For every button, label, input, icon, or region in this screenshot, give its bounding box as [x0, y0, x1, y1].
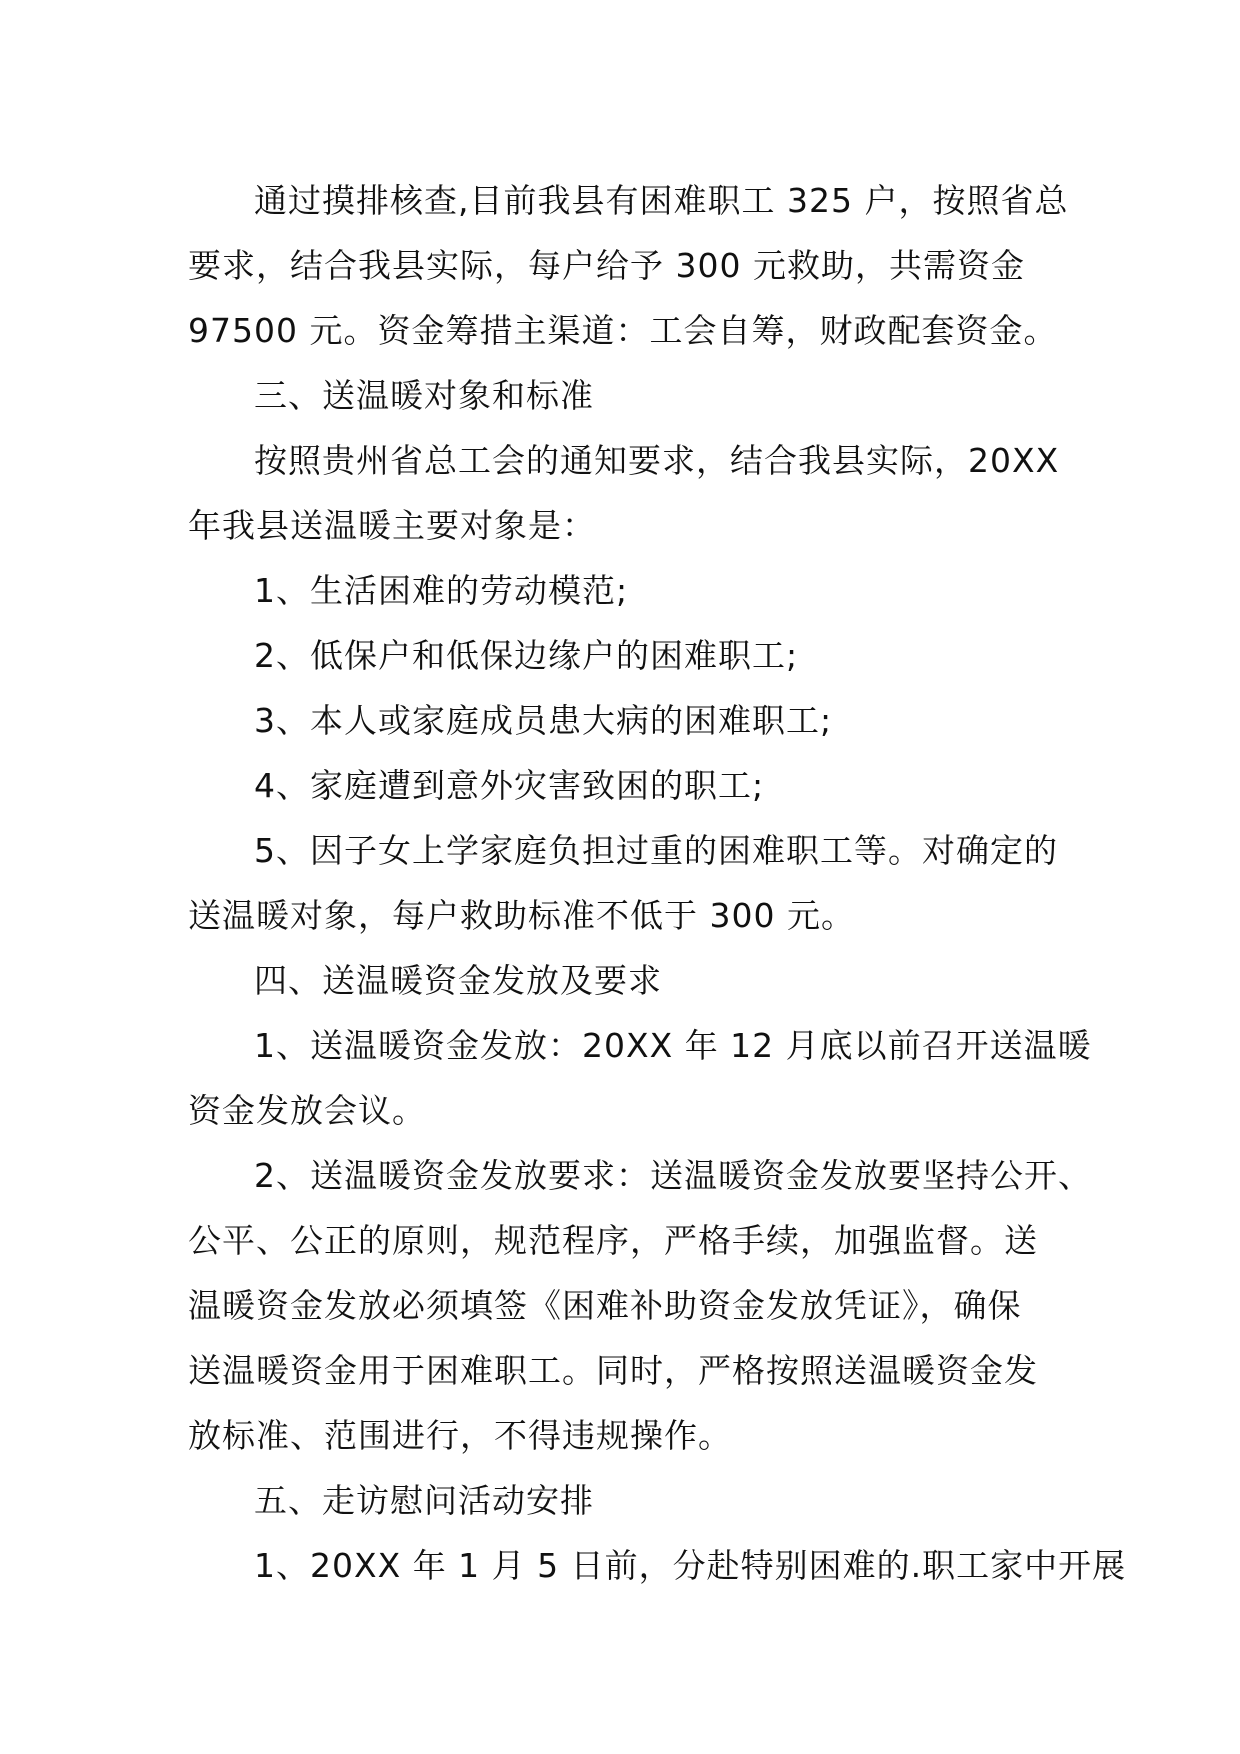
section-heading: 四、送温暖资金发放及要求: [254, 961, 662, 1000]
body-line: 97500 元。资金筹措主渠道：工会自筹，财政配套资金。: [188, 311, 1058, 350]
list-item: 1、生活困难的劳动模范;: [254, 571, 629, 610]
list-item: 3、本人或家庭成员患大病的困难职工;: [254, 701, 833, 740]
body-line: 通过摸排核查,目前我县有困难职工 325 户，按照省总: [254, 181, 1069, 220]
list-item: 2、低保户和低保边缘户的困难职工;: [254, 636, 799, 675]
body-line: 送温暖对象，每户救助标准不低于 300 元。: [188, 896, 855, 935]
list-item: 5、因子女上学家庭负担过重的困难职工等。对确定的: [254, 831, 1058, 870]
body-line: 年我县送温暖主要对象是：: [188, 506, 596, 545]
body-line: 送温暖资金用于困难职工。同时，严格按照送温暖资金发: [188, 1351, 1038, 1390]
list-item: 1、20XX 年 1 月 5 日前，分赴特别困难的.职工家中开展: [254, 1546, 1127, 1585]
body-line: 按照贵州省总工会的通知要求，结合我县实际，20XX: [254, 441, 1060, 480]
section-heading: 三、送温暖对象和标准: [254, 376, 594, 415]
body-line: 公平、公正的原则，规范程序，严格手续，加强监督。送: [188, 1221, 1038, 1260]
body-line: 放标准、范围进行，不得违规操作。: [188, 1416, 732, 1455]
document-body: [188, 168, 1127, 1598]
body-line: 资金发放会议。: [188, 1091, 426, 1130]
list-item: 1、送温暖资金发放：20XX 年 12 月底以前召开送温暖: [254, 1026, 1092, 1065]
body-line: 要求，结合我县实际，每户给予 300 元救助，共需资金: [188, 246, 1025, 285]
body-line: 温暖资金发放必须填签《困难补助资金发放凭证》，确保: [188, 1286, 1022, 1325]
section-heading: 五、走访慰问活动安排: [254, 1481, 594, 1520]
list-item: 4、家庭遭到意外灾害致困的职工;: [254, 766, 765, 805]
list-item: 2、送温暖资金发放要求：送温暖资金发放要坚持公开、: [254, 1156, 1092, 1195]
